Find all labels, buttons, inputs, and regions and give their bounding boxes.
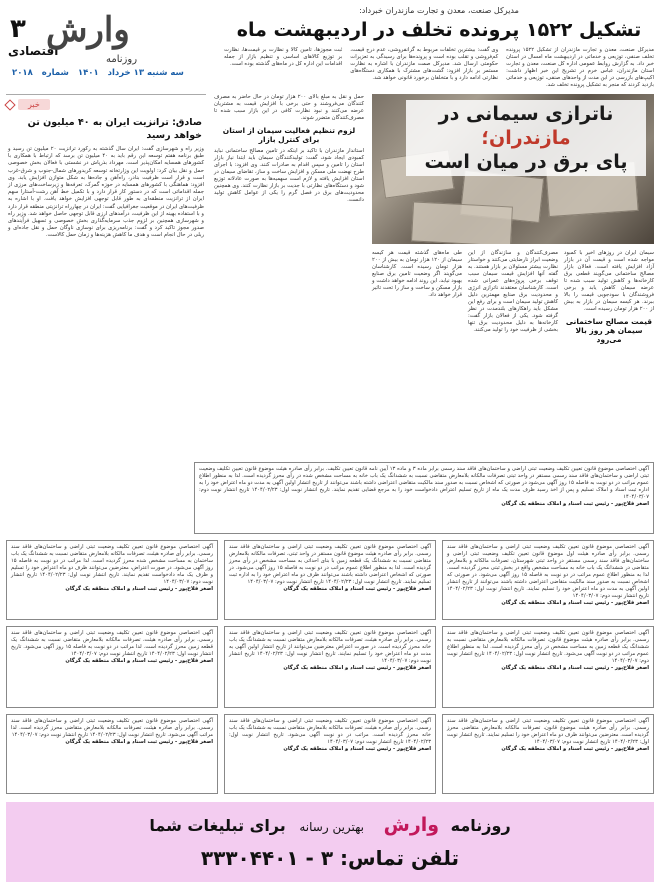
notice-signature: اصغر فلاح‌پور - رئیس ثبت اسناد و املاک منطقه یک گرگان xyxy=(65,658,213,664)
notice-signature: اصغر فلاح‌پور - رئیس ثبت اسناد و املاک منطقه یک گرگان xyxy=(283,665,431,671)
headline-part-1: ناترازی سیمانی در xyxy=(438,103,614,125)
notice-signature: اصغر فلاح‌پور - رئیس ثبت اسناد و املاک منطقه یک گرگان xyxy=(501,600,649,606)
side-news-tag xyxy=(6,99,206,110)
notice-signature: اصغر فلاح‌پور - رئیس ثبت اسناد و املاک منطقه یک گرگان xyxy=(65,586,213,592)
ad-line-1 xyxy=(6,814,654,836)
notice-item xyxy=(442,626,654,708)
issue-label: شماره xyxy=(41,68,69,78)
notice-text: آگهی اختصاصی موضوع قانون تعیین تکلیف وضعیت ثبتی اراضی و ساختمان‌های فاقد سند رسمی. برابر رأی صادره هیئت موضوع قانون، تصرفات مالکانه بلامعارض متقاضی محرز گردیده است. معترضین می‌توانند ظرف دو ماه اعتراض خود را تسلیم نمایند. تاریخ انتشار نوبت اول: ۱۴۰۴/۰۲/۲۳ تاریخ انتشار نوبت دوم: ۱۴۰۴/۰۳/۰۷ xyxy=(447,718,649,745)
ad-phone[interactable]: ۳ - ۳۳۳۰۴۴۰۱ xyxy=(200,846,334,870)
notice-item xyxy=(224,540,436,620)
notice-item xyxy=(442,540,654,620)
notice-wide-signature: اصغر فلاح‌پور - رئیس ثبت اسناد و املاک منطقه یک گرگان xyxy=(501,501,649,507)
cement-photo xyxy=(372,94,654,244)
top-story-headline[interactable]: تشکیل ۱۵۲۲ پرونده تخلف در اردیبهشت ماه xyxy=(236,19,642,41)
side-news-body: وزیر راه و شهرسازی گفت: ایران سال گذشته به رکورد ترانزیت ۲۰ میلیون تن رسید و طبق برنامه هفتم توسعه این رقم باید به ۴۰ میلیون تن برسد که ارتباط با همکاری با کشورهای همسایه امکان‌پذیر است. مهرداد بذرپاش در نشستی با فعالان بخش خصوصی حمل و نقل بیان کرد: اولویت این وزارتخانه توسعه کریدورهای شمال-جنوب و شرق-غرب است و قرار است ظرفیت بنادر، راه‌آهن و جاده‌ها به شکل متوازن افزایش یابد. وی افزود: هماهنگی با کشورهای همسایه در حوزه گمرک، تعرفه‌ها و زیرساخت‌های مرزی از جمله اقداماتی است که در دستور کار قرار دارد و با تکمیل خط آهن رشت-آستارا سهم ایران از ترانزیت منطقه‌ای به طور قابل توجهی افزایش خواهد یافت. او با اشاره به ظرفیت‌های ایران در موقعیت جغرافیایی گفت: ایران در چهارراه ترانزیتی منطقه قرار دارد و با استفاده بهینه از این ظرفیت، درآمدهای ارزی قابل توجهی حاصل خواهد شد. وزیر راه و شهرسازی همچنین بر لزوم جذب سرمایه‌گذاری بخش خصوصی و تسهیل فرآیندهای صدور مجوز تاکید کرد و گفت: برنامه‌ریزی برای نوسازی ناوگان حمل و نقل جاده‌ای و ریلی در حال انجام است و هدف ما کاهش هزینه‌ها و زمان حمل کالاست. xyxy=(7,146,204,239)
headline-part-2: پای برق در میان است xyxy=(424,151,628,173)
issue-day: سه شنبه ۱۳ خرداد xyxy=(107,68,184,78)
section-name: اقتصادی xyxy=(8,44,59,58)
newspaper-page xyxy=(6,4,654,884)
masthead xyxy=(6,4,654,86)
notice-signature: اصغر فلاح‌پور - رئیس ثبت اسناد و املاک منطقه یک گرگان xyxy=(501,665,649,671)
ad-brand: وارش xyxy=(383,814,440,836)
center-left-body: استاندار مازندران با تاکید بر اینکه در تامین مصالح ساختمانی نباید کمبودی ایجاد شود، گفت: تولیدکنندگان سیمان باید ابتدا نیاز بازار استان را تامین و سپس اقدام به صادرات کنند. وی افزود: با اجرای طرح نهضت ملی مسکن و افزایش ساخت و ساز، تقاضای سیمان در استان افزایش یافته و لازم است سهمیه‌ها به صورت عادلانه توزیع شود و دستگاه‌های نظارتی با جدیت بر بازار نظارت کنند. وی همچنین محدودیت‌های برق در فصل گرم را یکی از عوامل کاهش تولید دانست. xyxy=(214,148,364,203)
top-story-kicker: مدیرکل صنعت، معدن و تجارت مازندران خبرداد: xyxy=(359,6,519,15)
issue-year: ۱۴۰۱ xyxy=(77,68,99,78)
article-col-a-subheading: قیمت مصالح ساختمانی سیمان هر روز بالا می‌رود xyxy=(565,317,653,344)
article-col-c: طی ماه‌های گذشته قیمت هر کیسه سیمان از ۱۲۰ هزار تومان به بیش از ۲۰۰ هزار تومان رسیده است. کارشناسان می‌گویند اگر وضعیت تامین برق صنایع بهبود نیابد، این روند ادامه خواهد داشت و بازار مسکن و ساخت و ساز را تحت تاثیر قرار خواهد داد. xyxy=(372,250,463,298)
newspaper-logo-prefix: روزنامه xyxy=(106,54,138,65)
article-col-a xyxy=(564,250,654,348)
issue-number: ۲۰۱۸ xyxy=(12,68,33,78)
cement-bag-shape xyxy=(411,201,513,244)
notice-text: آگهی اختصاصی موضوع قانون تعیین تکلیف وضعیت ثبتی اراضی و ساختمان‌های فاقد سند رسمی. برابر رأی صادره هیئت موضوع قانون، تصرفات مالکانه بلامعارض متقاضی نسبت به ششدانگ یک قطعه زمین به مساحت مشخص در رأی محرز گردیده است. لذا به منظور اطلاع عموم مراتب در دو نوبت آگهی می‌شود. تاریخ انتشار نوبت اول: ۱۴۰۴/۰۲/۲۳ تاریخ انتشار نوبت دوم: ۱۴۰۴/۰۳/۰۷ xyxy=(447,630,650,664)
notice-item xyxy=(224,714,436,794)
center-story-headline[interactable] xyxy=(406,100,646,176)
top-story-col-2: وی گفت: بیشترین تخلفات مربوط به گرانفروشی، عدم درج قیمت، کم‌فروشی و تقلب بوده است و پرونده‌ها برای رسیدگی به تعزیرات حکومتی ارسال شد. مدیرکل صمت مازندران با اشاره به نظارت مستمر بر بازار افزود: گشت‌های مشترک با همکاری دستگاه‌های نظارتی ادامه دارد و با متخلفان برخورد قانونی خواهد شد. xyxy=(350,47,499,81)
notice-item xyxy=(6,626,218,708)
center-story xyxy=(214,94,654,456)
notice-text: آگهی اختصاصی موضوع قانون تعیین تکلیف وضعیت ثبتی اراضی و ساختمان‌های فاقد سند رسمی. برابر رأی صادره هیئت، تصرفات مالکانه بلامعارض متقاضی نسبت به ششدانگ یک باب خانه محرز گردیده است. مراتب در دو نوبت آگهی می‌شود. تاریخ انتشار نوبت اول: ۱۴۰۴/۰۲/۲۳ تاریخ انتشار نوبت دوم: ۱۴۰۴/۰۳/۰۷ xyxy=(229,718,431,745)
notice-text: آگهی اختصاصی موضوع قانون تعیین تکلیف وضعیت ثبتی اراضی و ساختمان‌های فاقد سند رسمی. برابر رأی صادره هیئت، تصرفات مالکانه بلامعارض متقاضی نسبت به ششدانگ یک باب خانه محرز گردیده است. در صورت اعتراض معترضین می‌توانند از تاریخ انتشار اولین آگهی به مدت دو ماه اعتراض خود را تسلیم نمایند. تاریخ انتشار نوبت اول: ۱۴۰۴/۰۲/۲۳ تاریخ انتشار نوبت دوم: ۱۴۰۴/۰۳/۰۷ xyxy=(229,630,431,664)
diamond-icon xyxy=(4,99,15,110)
issue-line xyxy=(6,68,216,78)
notice-text: آگهی اختصاصی موضوع قانون تعیین تکلیف وضعیت ثبتی اراضی و ساختمان‌های فاقد سند رسمی. برابر رأی صادره هیئت موضوع قانون مستقر در واحد ثبتی، تصرفات مالکانه بلامعارض متقاضی نسبت به ششدانگ یک قطعه زمین با بنای احداثی به مساحت مشخص در رأی محرز گردیده است. لذا به منظور اطلاع عموم مراتب در دو نوبت به فاصله ۱۵ روز آگهی می‌شود. در صورتی که اشخاص اعتراضی داشته باشند می‌توانند ظرف دو ماه اعتراض خود را به اداره ثبت تسلیم نمایند. تاریخ انتشار نوبت اول: ۱۴۰۴/۰۲/۲۳ تاریخ انتشار نوبت دوم: ۱۴۰۴/۰۳/۰۷ xyxy=(229,544,431,585)
notice-wide xyxy=(194,462,654,534)
notice-signature: اصغر فلاح‌پور - رئیس ثبت اسناد و املاک منطقه یک گرگان xyxy=(501,746,649,752)
notice-item xyxy=(442,714,654,794)
ad-slogan: بهترین رسانه xyxy=(299,820,365,834)
article-col-b: مصرف‌کنندگان و سازندگان از این وضعیت ابراز نارضایتی می‌کنند و خواستار نظارت بیشتر مسئولان بر بازار هستند. به گفته آنها افزایش قیمت سیمان سبب توقف برخی پروژه‌های عمرانی شده است. کارشناسان معتقدند ناترازی انرژی و محدودیت برق صنایع مهمترین دلیل کاهش تولید سیمان است و برای رفع این مشکل باید راهکارهای بلندمدت در نظر گرفته شود. یکی از فعالان بازار گفت: کارخانه‌ها به دلیل محدودیت برق تنها بخشی از ظرفیت خود را تولید می‌کنند. xyxy=(468,250,558,333)
notice-signature: اصغر فلاح‌پور - رئیس ثبت اسناد و املاک منطقه یک گرگان xyxy=(283,746,431,752)
logo-area xyxy=(6,6,216,84)
side-news-headline[interactable]: صادق: ترانزیت ایران به ۴۰ میلیون تن خواهد رسید xyxy=(27,117,202,141)
newspaper-logo[interactable]: وارش xyxy=(46,10,130,50)
article-col-a-text: سیمان ایران در روزهای اخیر با کمبود مواجه شده است و قیمت آن در بازار آزاد افزایش یافته است. فعالان بازار مصالح ساختمانی می‌گویند قطعی برق کارخانه‌ها و کاهش تولید سبب شده تا عرضه سیمان کاهش یابد و برخی فروشندگان با سودجویی قیمت را بالا ببرند. هر کیسه سیمان در بازار به بیش از ۲۰۰ هزار تومان رسیده است. xyxy=(564,250,654,312)
top-story-col-1: مدیرکل صنعت، معدن و تجارت مازندران از تشکیل ۱۵۲۲ پرونده تخلف صنفی، توزیعی و خدماتی در اردیبهشت ماه امسال در استان خبر داد. به گزارش روابط عمومی اداره کل صنعت، معدن و تجارت استان مازندران، عباس خرم در تشریح این خبر اظهار داشت: اکیپ‌های بازرسی در این مدت از واحدهای صنفی، توزیعی و خدماتی بازدید کردند که منجر به تشکیل پرونده تخلف شد. xyxy=(506,47,654,88)
side-news xyxy=(6,94,206,456)
top-story-col-3: ثبت مجوزها، تامین کالا و نظارت بر قیمت‌ها، نظارت بر توزیع کالاهای اساسی و تنظیم بازار از جمله اقدامات این اداره کل در ماه‌های گذشته بوده است. xyxy=(224,47,343,67)
notice-text: آگهی اختصاصی موضوع قانون تعیین تکلیف وضعیت ثبتی اراضی و ساختمان‌های فاقد سند رسمی. برابر رأی صادره هیئت، تصرفات مالکانه بلامعارض متقاضی نسبت به ششدانگ یک قطعه زمین محرز گردیده است. لذا مراتب در دو نوبت به فاصله ۱۵ روز آگهی می‌شود. تاریخ انتشار نوبت اول: ۱۴۰۴/۰۲/۲۳ تاریخ انتشار نوبت دوم: ۱۴۰۴/۰۳/۰۷ xyxy=(11,630,213,657)
center-article-columns xyxy=(372,250,654,348)
headline-accent: مازندران؛ xyxy=(481,127,571,149)
ad-line-2 xyxy=(6,846,654,870)
center-left-subheading: لزوم تنظیم فعالیت سیمان از استان برای کنترل بازار xyxy=(222,126,356,144)
notice-wide-text: آگهی اختصاصی موضوع قانون تعیین تکلیف وضعیت ثبتی اراضی و ساختمان‌های فاقد سند رسمی برابر ماده ۳ و ماده ۱۳ آیین نامه قانون تعیین تکلیف. برابر رأی صادره هیئت موضوع قانون تعیین تکلیف وضعیت ثبتی اراضی و ساختمان‌های فاقد سند رسمی مستقر در واحد ثبتی تصرفات مالکانه بلامعارض متقاضی نسبت به ششدانگ یک باب خانه به مساحت مشخص شده در رأی محرز گردیده است. لذا به منظور اطلاع عموم مراتب در دو نوبت به فاصله ۱۵ روز آگهی می‌شود در صورتی که اشخاص نسبت به صدور سند مالکیت متقاضی اعتراضی داشته باشند می‌توانند از تاریخ انتشار اولین آگهی به مدت دو ماه اعتراض خود را به اداره ثبت اسناد و املاک تسلیم و پس از اخذ رسید ظرف مدت یک ماه از تاریخ تسلیم اعتراض دادخواست خود را به مرجع قضایی تقدیم نمایند. تاریخ انتشار نوبت اول: ۱۴۰۴/۰۲/۲۳ تاریخ انتشار نوبت دوم: ۱۴۰۴/۰۳/۰۷ xyxy=(199,466,650,500)
notice-text: آگهی اختصاصی موضوع قانون تعیین تکلیف وضعیت ثبتی اراضی و ساختمان‌های فاقد سند رسمی. برابر رأی صادره هیئت اول موضوع قانون تعیین تکلیف وضعیت ثبتی اراضی و ساختمان‌های فاقد سند رسمی مستقر در واحد ثبتی شهرستان، تصرفات مالکانه و بلامعارض متقاضی در ششدانگ یک باب خانه به مساحت مشخص واقع در بخش ثبتی محرز گردیده است. لذا به منظور اطلاع عموم مراتب در دو نوبت به فاصله ۱۵ روز آگهی می‌شود. در صورتی که اشخاص نسبت به صدور سند مالکیت متقاضی اعتراضی داشته باشند می‌توانند از تاریخ انتشار اولین آگهی به مدت دو ماه اعتراض خود را تسلیم نمایند. تاریخ انتشار نوبت اول: ۱۴۰۴/۰۲/۲۳ تاریخ انتشار نوبت دوم: ۱۴۰۴/۰۳/۰۷ xyxy=(447,544,649,599)
notice-text: آگهی اختصاصی موضوع قانون تعیین تکلیف وضعیت ثبتی اراضی و ساختمان‌های فاقد سند رسمی. برابر رأی صادره هیئت، تصرفات مالکانه بلامعارض متقاضی نسبت به ششدانگ یک باب ساختمان به مساحت مشخص شده محرز گردیده است. لذا مراتب در دو نوبت به فاصله ۱۵ روز آگهی می‌شود. در صورت اعتراض، معترضین می‌توانند ظرف دو ماه اعتراض خود را تسلیم و ظرف یک ماه دادخواست تقدیم نمایند. تاریخ انتشار نوبت اول: ۱۴۰۴/۰۲/۲۳ تاریخ انتشار نوبت دوم: ۱۴۰۴/۰۳/۰۷ xyxy=(11,544,213,585)
notice-signature: اصغر فلاح‌پور - رئیس ثبت اسناد و املاک منطقه یک گرگان xyxy=(283,586,431,592)
notice-signature: اصغر فلاح‌پور - رئیس ثبت اسناد و املاک منطقه یک گرگان xyxy=(65,739,213,745)
page-number: ۳ xyxy=(10,14,26,44)
notice-item xyxy=(6,714,218,794)
ad-slogan-2: برای تبلیغات شما xyxy=(149,816,286,835)
top-story xyxy=(224,6,654,89)
advertisement-banner[interactable] xyxy=(6,802,654,882)
notice-item xyxy=(224,626,436,708)
center-left-column xyxy=(214,94,364,204)
notice-text: آگهی اختصاصی موضوع قانون تعیین تکلیف وضعیت ثبتی اراضی و ساختمان‌های فاقد سند رسمی. برابر رأی صادره هیئت، تصرفات مالکانه بلامعارض متقاضی محرز گردیده است. لذا مراتب آگهی می‌شود. تاریخ انتشار نوبت اول: ۱۴۰۴/۰۲/۲۳ تاریخ انتشار نوبت دوم: ۱۴۰۴/۰۳/۰۷ xyxy=(11,718,213,738)
notice-item xyxy=(6,540,218,620)
news-tag-label: خبر xyxy=(18,99,50,110)
ad-phone-label: تلفن تماس: xyxy=(340,846,460,870)
ad-word: روزنامه xyxy=(450,816,511,835)
legal-notices xyxy=(6,462,654,796)
center-left-intro: حمل و نقل به مبلغ بالای ۲۰۰ هزار تومان در حال حاضر به مصرف کنندگان می‌فروشند و حتی برخی با افزایش قیمت به مشتریان عرضه می‌کنند و نبود نظارت کافی در این بازار سبب شده تا مصرف‌کنندگان متضرر شوند. xyxy=(214,94,364,121)
